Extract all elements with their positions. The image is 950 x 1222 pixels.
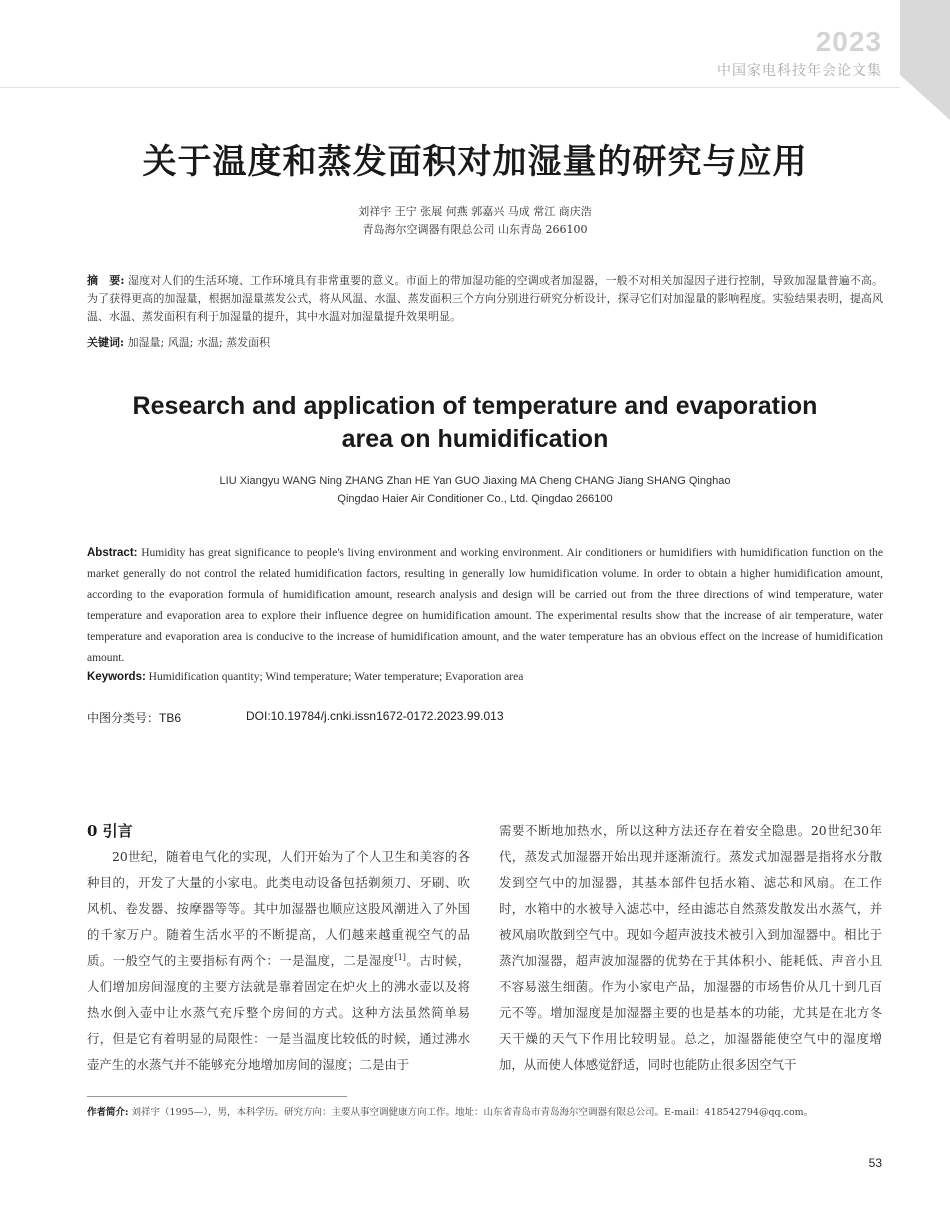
page-title-zh: 关于温度和蒸发面积对加湿量的研究与应用 bbox=[142, 144, 808, 181]
title-en-line1: Research and application of temperature and evaporation bbox=[132, 392, 818, 420]
keywords-en-text: Humidification quantity; Wind temperature; Water temperature; Evaporation area bbox=[148, 671, 524, 683]
body-column-right bbox=[499, 818, 882, 1078]
header-year: 2023 bbox=[815, 26, 882, 57]
paragraph: 需要不断地加热水，所以这种方法还存在着安全隐患。20世纪30年代，蒸发式加湿器开始出现并逐渐流行。蒸发式加湿器是指将水分散发到空气中的加湿器，其基本部件包括水箱、滤芯和风扇。在工作时，水箱中的水被导入滤芯中，经由滤芯自然蒸发散发出水蒸气，并被风扇吹散到空气中。现如今超声波技术被引入到加湿器中。相比于蒸汽加湿器，超声波加湿器的优势在于其体积小、能耗低、声音小且不容易滋生细菌。作为小家电产品，加湿器的市场售价从几十到几百元不等。增加湿度是加湿器主要的也是基本的功能，尤其是在北方冬天干燥的天气下作用比较明显。总之，加湿器能使空气中的湿度增加，从而使人体感觉舒适，同时也能防止很多因空气干 bbox=[499, 823, 882, 1072]
paragraph bbox=[87, 844, 470, 1078]
title-en-line2: area on humidification bbox=[341, 425, 609, 453]
header-divider bbox=[0, 87, 950, 88]
footnote-divider bbox=[87, 1096, 347, 1097]
abstract-zh bbox=[87, 272, 883, 326]
body-column-left bbox=[87, 818, 470, 1078]
keywords-zh-label: 关键词: bbox=[87, 336, 125, 349]
keywords-zh-text: 加湿量; 风温; 水温; 蒸发面积 bbox=[127, 336, 271, 349]
abstract-zh-label: 摘 要: bbox=[87, 274, 125, 287]
corner-fold-decoration bbox=[900, 0, 950, 120]
section-heading-introduction: 0 引言 bbox=[87, 822, 133, 840]
citation-marker: [1] bbox=[394, 952, 406, 962]
affiliation-en: Qingdao Haier Air Conditioner Co., Ltd. Qingdao 266100 bbox=[337, 493, 613, 505]
header-collection-title: 中国家电科技年会论文集 bbox=[717, 62, 882, 78]
authors-zh: 刘祥宇 王宁 张展 何燕 郭嘉兴 马成 常江 商庆浩 bbox=[358, 205, 592, 218]
abstract-en-label: Abstract: bbox=[87, 547, 138, 559]
abstract-zh-text: 湿度对人们的生活环境、工作环境具有非常重要的意义。市面上的带加湿功能的空调或者加湿器，一般不对相关加湿因子进行控制，导致加湿量普遍不高。为了获得更高的加湿量，根据加湿量蒸发公式，将从风温、水温、蒸发面积三个方向分别进行研究分析设计，探寻它们对加湿量的影响程度。实验结果表明，提高风温、水温、蒸发面积有利于加湿量的提升，其中水温对加湿量提升效果明显。 bbox=[87, 274, 883, 323]
page-number: 53 bbox=[868, 1156, 882, 1170]
keywords-zh bbox=[87, 334, 883, 352]
keywords-en-label: Keywords: bbox=[87, 671, 146, 683]
abstract-en bbox=[87, 543, 883, 669]
paragraph-text: 20世纪，随着电气化的实现，人们开始为了个人卫生和美容的各种目的，开发了大量的小家电。此类电动设备包括剃须刀、牙刷、吹风机、卷发器、按摩器等等。其中加湿器也顺应这股风潮进入了外国的千家万户。随着生活水平的不断提高，人们越来越重视空气的品质。一般空气的主要指标有两个：一是温度，二是湿度 bbox=[87, 849, 470, 968]
footnote-text: 刘祥宇（1995—），男，本科学历。研究方向：主要从事空调健康方向工作。地址：山东省青岛市青岛海尔空调器有限总公司。E-mail：418542794@qq.com。 bbox=[131, 1107, 814, 1118]
affiliation-zh: 青岛海尔空调器有限总公司 山东青岛 266100 bbox=[362, 223, 588, 236]
keywords-en bbox=[87, 667, 883, 688]
page-title-en bbox=[0, 390, 950, 456]
classification-number: 中图分类号：TB6 bbox=[87, 711, 182, 725]
abstract-en-text: Humidity has great significance to people's living environment and working environment. Air conditioners or humidifiers with humidification function on the market generally do not control the related humidification factors, resulting in generally low humidification volume. In order to obtain a higher humidification amount, according to the evaporation formula of humidification amount, research analysis and design will be carried out from the three directions of wind temperature, water temperature and evaporation area to explore their influence degree on humidification amount. The experimental results show that the increase of air temperature, water temperature and evaporation area is conducive to the increase of humidification amount, and the water temperature has an obvious effect on the increase of humidification amount. bbox=[87, 547, 883, 664]
author-footnote bbox=[87, 1104, 883, 1118]
footnote-label: 作者简介: bbox=[87, 1107, 129, 1118]
doi: DOI:10.19784/j.cnki.issn1672-0172.2023.99.013 bbox=[246, 709, 504, 723]
authors-en: LIU Xiangyu WANG Ning ZHANG Zhan HE Yan GUO Jiaxing MA Cheng CHANG Jiang SHANG Qinghao bbox=[219, 475, 731, 487]
paragraph-text: 。古时候，人们增加房间湿度的主要方法就是靠着固定在炉火上的沸水壶以及将热水倒入壶中让水蒸气充斥整个房间的方式。这种方法虽然简单易行，但是它有着明显的局限性：一是当温度比较低的时候，通过沸水壶产生的水蒸气并不能够充分地增加房间的湿度；二是由于 bbox=[87, 953, 471, 1072]
